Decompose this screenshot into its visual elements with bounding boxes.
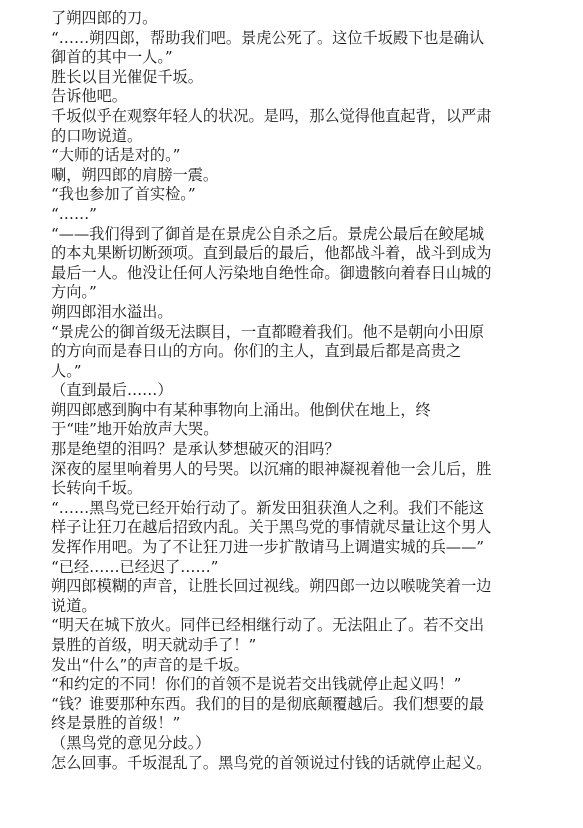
text-line: “我也参加了首实检。” [51,185,196,204]
text-line: 发挥作用吧。为了不让狂刀进一步扩散请马上调遣实城的兵——” [51,538,485,557]
text-line: 怎么回事。千坂混乱了。黑鸟党的首领说过付钱的话就停止起义。 [51,753,492,772]
text-line: “景虎公的御首级无法瞑目，一直都瞪着我们。他不是朝向小田原 [51,322,485,341]
text-line: 的口吻说道。 [51,126,143,145]
text-line: （黑鸟党的意见分歧。） [51,733,211,752]
text-line: “大师的话是对的。” [51,146,181,165]
text-line: 了朔四郎的刀。 [51,9,158,27]
text-line: 景胜的首级，明天就动手了！” [51,636,257,654]
text-line: 告诉他吧。 [51,87,127,106]
text-line: “已经……已经迟了……” [51,557,219,576]
text-line: 唰，朔四郎的肩膀一震。 [51,165,219,184]
text-line: “……朔四郎，帮助我们吧。景虎公死了。这位千坂殿下也是确认 [51,28,485,47]
text-line: “……” [51,204,97,223]
text-line: “——我们得到了御首是在景虎公自杀之后。景虎公最后在鲛尾城 [51,224,485,243]
text-line: 的方向而是春日山的方向。你们的主人，直到最后都是高贵之 [51,342,462,361]
text-line: “明天在城下放火。同伴已经相继行动了。无法阻止了。若不交出 [51,616,485,635]
text-line: 深夜的屋里响着男人的号哭。以沉痛的眼神凝视着他一会儿后，胜 [51,459,492,478]
text-line: 最后一人。他没让任何人污染地自绝性命。御遗骸向着春日山城的 [51,263,492,282]
text-line: 那是绝望的泪吗？是承认梦想破灭的泪吗？ [51,440,340,459]
text-line: （直到最后……） [51,381,173,400]
text-line: 胜长以目光催促千坂。 [51,67,203,86]
text-line: “……黑鸟党已经开始行动了。新发田狙获渔人之利。我们不能这 [51,498,485,517]
text-line: 方向。” [51,283,97,302]
text-line: 御首的其中一人。” [51,48,173,67]
text-line: 千坂似乎在观察年轻人的状况。是吗，那么觉得他直起背，以严肃 [51,106,492,125]
text-line: 发出“什么”的声音的是千坂。 [51,655,249,674]
text-line: 说道。 [51,596,97,615]
text-line: 于“哇”地开始放声大哭。 [51,420,219,439]
text-line: “和约定的不同！你们的首领不是说若交出钱就停止起义吗！” [51,675,462,694]
text-line: 朔四郎模糊的声音，让胜长回过视线。朔四郎一边以喉咙笑着一边 [51,577,492,596]
text-line: “钱？谁要那种东西。我们的目的是彻底颠覆越后。我们想要的最 [51,694,485,713]
text-line: 朔四郎感到胸中有某种事物向上涌出。他倒伏在地上，终 [51,400,431,419]
text-line: 长转向千坂。 [51,479,143,498]
text-line: 的本丸果断切断颈项。直到最后的最后，他都战斗着，战斗到成为 [51,244,492,263]
text-line: 朔四郎泪水溢出。 [51,302,173,321]
text-line: 样子让狂刀在越后招致内乱。关于黑鸟党的事情就尽量让这个男人 [51,518,492,537]
text-line: 终是景胜的首级！” [51,714,181,733]
text-line: 人。” [51,361,82,380]
